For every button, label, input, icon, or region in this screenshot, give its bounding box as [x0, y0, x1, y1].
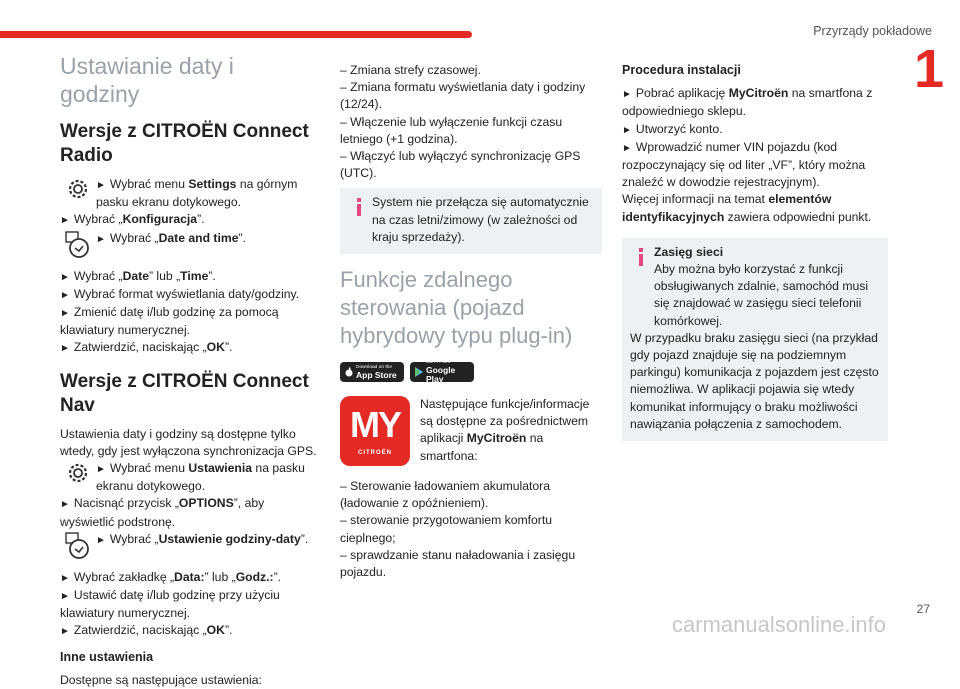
nav-heading: Wersje z CITROËN Connect Nav — [60, 370, 309, 416]
settings-list-item: – Zmiana formatu wyświetlania daty i godziny (12/24). — [340, 80, 586, 112]
chapter-number: 1 — [913, 39, 944, 99]
mycitroen-row — [340, 396, 602, 466]
network-note-text-1: Aby można było korzystać z funkcji obsługiwanych zdalnie, samochód musi się znajdować w zasięgu sieci telefonii komórkowej. — [654, 262, 869, 328]
apple-icon — [344, 367, 354, 377]
radio-step-6: ► Zmienić datę i/lub godzinę za pomocą klawiatury numerycznej. — [60, 305, 279, 338]
nav-step-5: ► Ustawić datę i/lub godzinę przy użyciu klawiatury numerycznej. — [60, 588, 280, 621]
gear-icon — [60, 460, 96, 494]
column-1 — [60, 52, 318, 689]
radio-step-4: ► Wybrać „Date” lub „Time”. — [60, 268, 216, 283]
info-icon — [630, 246, 652, 268]
network-note-title: Zasięg sieci — [654, 244, 724, 259]
radio-heading: Wersje z CITROËN Connect Radio — [60, 121, 309, 166]
radio-step-2: ► Wybrać „Konfiguracja”. — [60, 212, 205, 227]
other-heading: Inne ustawienia — [60, 649, 154, 664]
header-accent-bar — [0, 31, 472, 38]
page-title: Ustawianie daty i godziny — [60, 53, 234, 107]
radio-step-1: ► Wybrać menu Settings na górnym pasku ekranu dotykowego. — [60, 176, 318, 211]
app-store-badge[interactable]: Download on the App Store — [340, 362, 404, 382]
mycitroen-app-icon: MY CITROËN — [340, 396, 410, 466]
radio-step-3: ► Wybrać „Date and time”. — [60, 230, 318, 264]
info-note — [340, 188, 602, 254]
feature-item: – Sterowanie ładowaniem akumulatora (ładowanie z opóźnieniem). — [340, 479, 551, 511]
google-play-badge[interactable]: GET IT ON Google Play — [410, 362, 474, 382]
feature-item: – sprawdzanie stanu naładowania i zasięgu pojazdu. — [340, 547, 576, 580]
other-intro: Dostępne są następujące ustawienia: — [60, 672, 262, 687]
mycitroen-text: Następujące funkcje/informacje są dostępne za pośrednictwem aplikacji MyCitroën na smartfona: — [420, 397, 590, 463]
gear-icon — [60, 176, 96, 210]
page-number: 27 — [916, 602, 930, 616]
install-step-3: ► Wprowadzić numer VIN pojazdu (kod rozpoczynający się od liter „VF”, który można znaleźć w dowodzie rejestracyjnym). — [622, 139, 866, 190]
nav-step-1: ► Wybrać menu Ustawienia na pasku ekranu dotykowego. — [60, 460, 318, 495]
radio-step-5: ► Wybrać format wyświetlania daty/godziny. — [60, 286, 300, 301]
install-heading: Procedura instalacji — [622, 63, 741, 77]
radio-step-7: ► Zatwierdzić, naciskając „OK”. — [60, 340, 233, 355]
remote-title: Funkcje zdalnego sterowania (pojazd hybrydowy typu plug-in) — [340, 267, 573, 349]
google-play-icon — [414, 367, 424, 377]
info-note-text: System nie przełącza się automatycznie na czas letni/zimowy (w zależności od kraju sprzedaży). — [372, 195, 589, 244]
column-2 — [340, 62, 602, 581]
settings-list-item: – Włączyć lub wyłączyć synchronizację GPS (UTC). — [340, 149, 581, 181]
settings-list-item: – Zmiana strefy czasowej. — [340, 63, 481, 77]
more-info: Więcej informacji na temat elementów identyfikacyjnych zawiera odpowiedni punkt. — [622, 192, 872, 224]
install-step-2: ► Utworzyć konto. — [622, 121, 723, 136]
clock-calendar-icon — [60, 531, 96, 565]
nav-step-2: ► Nacisnąć przycisk „OPTIONS”, aby wyświetlić podstronę. — [60, 496, 265, 529]
info-icon — [348, 196, 370, 218]
settings-list-item: – Włączenie lub wyłączenie funkcji czasu letniego (+1 godzina). — [340, 114, 563, 146]
feature-item: – sterowanie przygotowaniem komfortu cieplnego; — [340, 513, 553, 545]
nav-step-6: ► Zatwierdzić, naciskając „OK”. — [60, 623, 233, 638]
clock-calendar-icon — [60, 230, 96, 264]
nav-step-4: ► Wybrać zakładkę „Data:” lub „Godz.:”. — [60, 569, 282, 584]
network-note — [622, 238, 888, 441]
nav-step-3: ► Wybrać „Ustawienie godziny-daty”. — [60, 531, 318, 565]
section-title: Przyrządy pokładowe — [813, 24, 932, 38]
install-step-1: ► Pobrać aplikację MyCitroën na smartfona z odpowiedniego sklepu. — [622, 86, 873, 119]
column-3 — [622, 62, 888, 453]
watermark-site: carmanualsonline.info — [672, 612, 887, 637]
network-note-text-2: W przypadku braku zasięgu sieci (na przykład gdy pojazd znajduje się na podziemnym parkingu) komunikacja z pojazdem jest często niemożliwa. W aplikacji pojawia się wtedy komunikat informujący o braku możliwości nawiązania połączenia z samochodem. — [630, 330, 879, 431]
store-badges — [340, 360, 602, 385]
nav-intro: Ustawienia daty i godziny są dostępne tylko wtedy, gdy jest wyłączona synchronizacja GPS. — [60, 426, 317, 458]
